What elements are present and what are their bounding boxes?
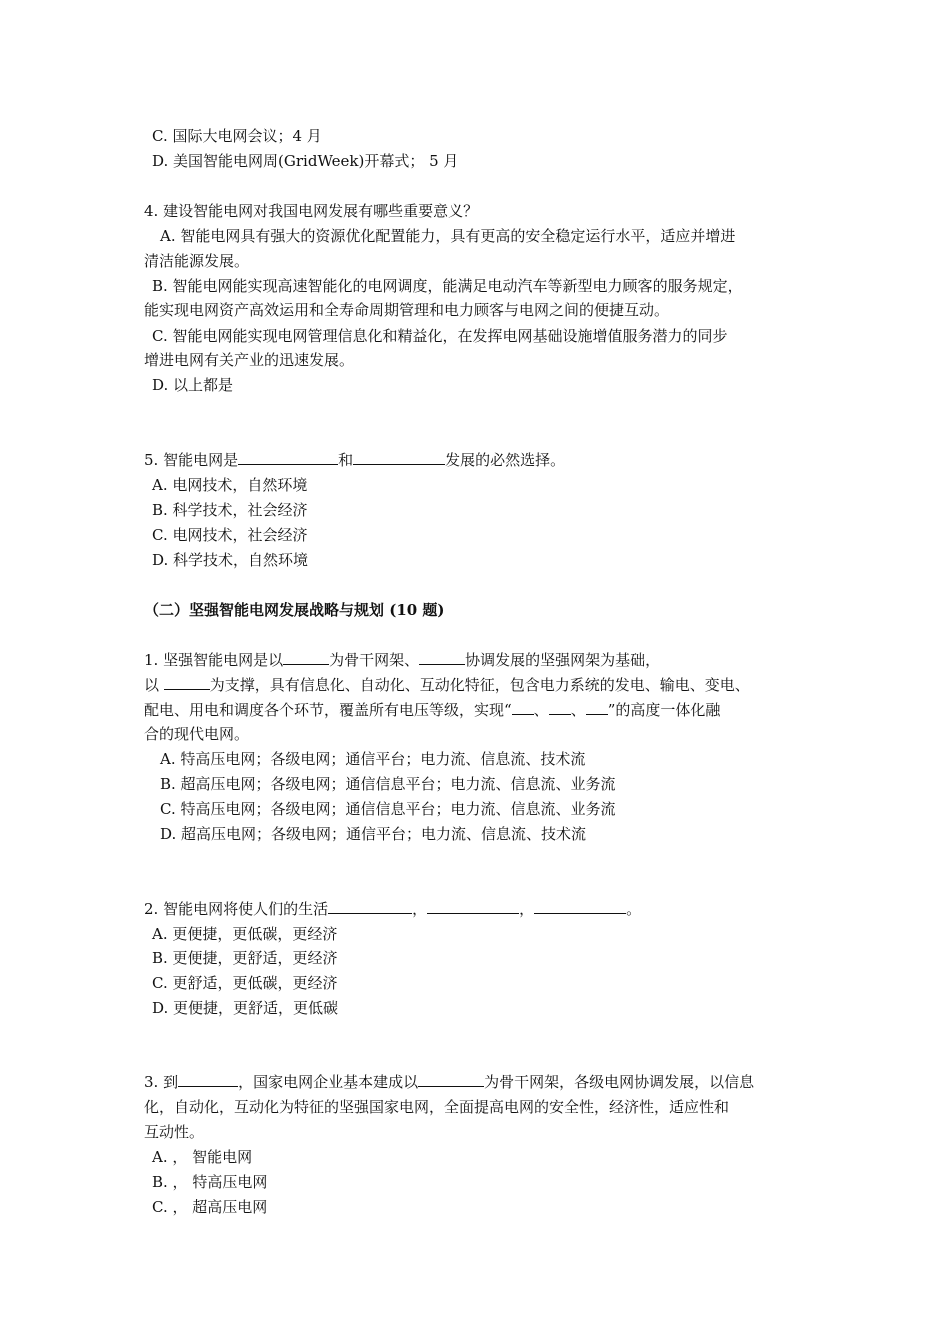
s2q2-option-d: D. 更便捷，更舒适，更低碳 <box>152 999 339 1017</box>
answer-blank <box>178 1072 238 1087</box>
s2q2-option-b: B. 更便捷，更舒适，更经济 <box>152 949 338 967</box>
s2q3-text: ，国家电网企业基本建成以 <box>238 1073 419 1091</box>
s2q2-text: ， <box>412 900 428 918</box>
s2q1-option-b: B. 超高压电网；各级电网；通信信息平台；电力流、信息流、业务流 <box>160 775 616 793</box>
option-label: C. <box>152 127 168 145</box>
q5-option-d: D. 科学技术，自然环境 <box>152 551 309 569</box>
q5-stem <box>144 450 565 470</box>
s2q1-text: 、 <box>533 701 549 719</box>
s2q1-line2 <box>144 675 750 695</box>
q4-option-b-line2: 能实现电网资产高效运用和全寿命周期管理和电力顾客与电网之间的便捷互动。 <box>144 301 670 319</box>
s2q3-text: 3. 到 <box>144 1073 179 1091</box>
s2q3-option-c: C. ， 超高压电网 <box>152 1198 268 1216</box>
answer-blank <box>427 899 519 914</box>
s2q1-line4: 合的现代电网。 <box>144 725 250 743</box>
answer-blank <box>353 450 445 465</box>
option-text: 国际大电网会议；4 月 <box>172 127 322 145</box>
prev-option-c <box>152 126 322 146</box>
answer-blank <box>549 700 571 715</box>
s2q1-text: ”的高度一体化融 <box>607 701 721 719</box>
answer-blank <box>419 650 465 665</box>
s2q1-text: 为支撑，具有信息化、自动化、互动化特征，包含电力系统的发电、输电、变电、 <box>209 676 750 694</box>
s2q3-option-b: B. ， 特高压电网 <box>152 1173 268 1191</box>
option-text: 美国智能电网周(GridWeek)开幕式； 5 月 <box>173 152 459 170</box>
q5-stem-part: 发展的必然选择。 <box>445 451 566 469</box>
s2q1-text: 以 <box>144 676 164 694</box>
s2q3-option-a: A. ， 智能电网 <box>152 1148 253 1166</box>
q4-option-c-line1: C. 智能电网能实现电网管理信息化和精益化，在发挥电网基础设施增值服务潜力的同步 <box>152 327 728 345</box>
s2q3-line1 <box>144 1072 754 1092</box>
answer-blank <box>164 675 210 690</box>
q4-option-a-line2: 清洁能源发展。 <box>144 252 250 270</box>
s2q1-text: 、 <box>570 701 586 719</box>
q5-option-c: C. 电网技术，社会经济 <box>152 526 308 544</box>
q5-stem-part: 5. 智能电网是 <box>144 451 239 469</box>
section-heading: （二）坚强智能电网发展战略与规划 (10 题) <box>144 601 445 619</box>
s2q1-text: 1. 坚强智能电网是以 <box>144 651 284 669</box>
s2q2-option-c: C. 更舒适，更低碳，更经济 <box>152 974 338 992</box>
s2q2-option-a: A. 更便捷，更低碳，更经济 <box>152 925 338 943</box>
q5-stem-part: 和 <box>338 451 354 469</box>
s2q1-option-d: D. 超高压电网；各级电网；通信平台；电力流、信息流、技术流 <box>160 825 587 843</box>
s2q3-text: 为骨干网架，各级电网协调发展，以信息 <box>484 1073 755 1091</box>
q4-stem: 4. 建设智能电网对我国电网发展有哪些重要意义？ <box>144 202 479 220</box>
s2q1-text: 配电、用电和调度各个环节，覆盖所有电压等级，实现“ <box>144 701 512 719</box>
s2q1-line3 <box>144 700 720 720</box>
answer-blank <box>283 650 329 665</box>
answer-blank <box>418 1072 484 1087</box>
prev-option-d <box>152 151 458 171</box>
answer-blank <box>512 700 534 715</box>
q5-option-b: B. 科学技术，社会经济 <box>152 501 308 519</box>
s2q1-option-a: A. 特高压电网；各级电网；通信平台；电力流、信息流、技术流 <box>160 750 586 768</box>
q5-option-a: A. 电网技术，自然环境 <box>152 476 308 494</box>
q4-option-b-line1: B. 智能电网能实现高速智能化的电网调度，能满足电动汽车等新型电力顾客的服务规定， <box>152 277 743 295</box>
s2q3-line2: 化，自动化，互动化为特征的坚强国家电网，全面提高电网的安全性，经济性，适应性和 <box>144 1098 730 1116</box>
s2q1-option-c: C. 特高压电网；各级电网；通信信息平台；电力流、信息流、业务流 <box>160 800 616 818</box>
answer-blank <box>534 899 626 914</box>
answer-blank <box>328 899 412 914</box>
answer-blank <box>238 450 338 465</box>
s2q1-line1 <box>144 650 660 670</box>
q4-option-c-line2: 增进电网有关产业的迅速发展。 <box>144 351 355 369</box>
q4-option-a-line1: A. 智能电网具有强大的资源优化配置能力，具有更高的安全稳定运行水平，适应并增进 <box>160 227 736 245</box>
s2q1-text: 协调发展的坚强网架为基础， <box>465 651 661 669</box>
q4-option-d: D. 以上都是 <box>152 376 234 394</box>
s2q2-text: 。 <box>626 900 642 918</box>
s2q2-text: ， <box>519 900 535 918</box>
option-label: D. <box>152 152 169 170</box>
answer-blank <box>586 700 608 715</box>
s2q2-text: 2. 智能电网将使人们的生活 <box>144 900 329 918</box>
s2q2-stem <box>144 899 641 919</box>
s2q1-text: 为骨干网架、 <box>329 651 420 669</box>
s2q3-line3: 互动性。 <box>144 1123 205 1141</box>
